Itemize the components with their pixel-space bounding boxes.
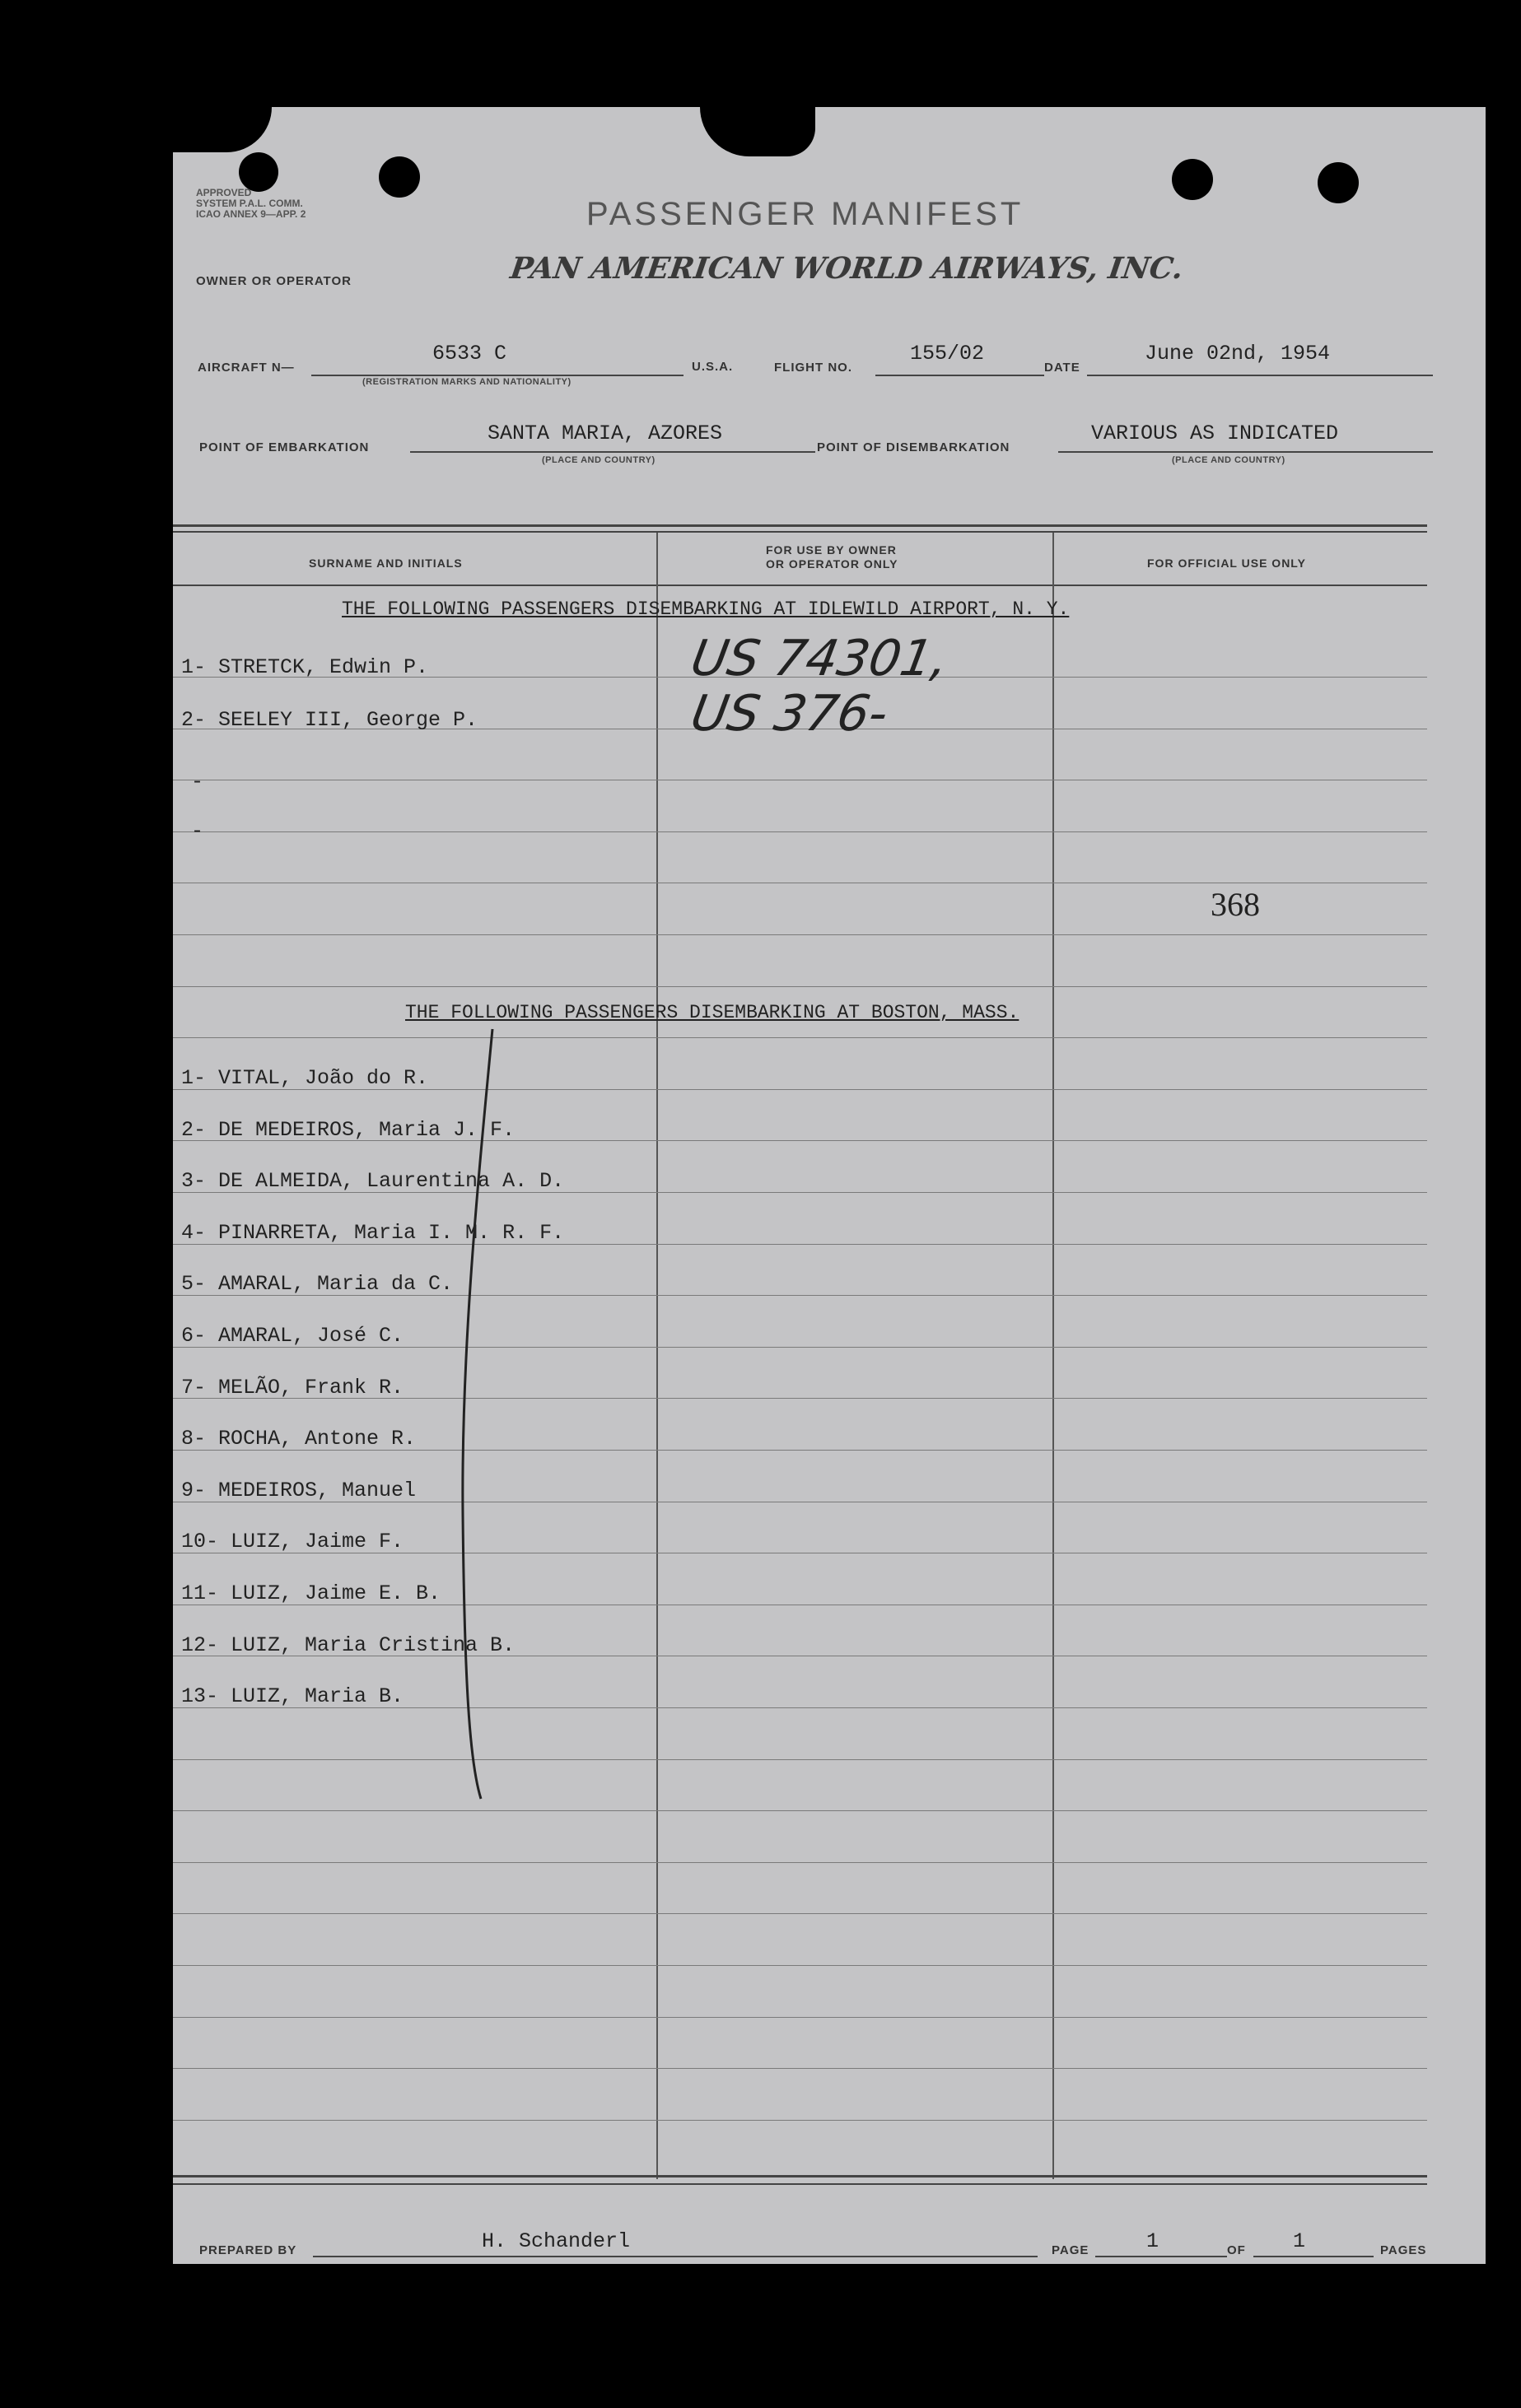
page-underline bbox=[1095, 2256, 1227, 2257]
of-value: 1 bbox=[1293, 2229, 1306, 2253]
punch-hole-4 bbox=[1318, 162, 1359, 203]
boston-passenger: 5- AMARAL, Maria da C. bbox=[181, 1272, 454, 1296]
section-heading-boston: THE FOLLOWING PASSENGERS DISEMBARKING AT BOSTON, MASS. bbox=[405, 1002, 1019, 1023]
disembark-value: VARIOUS AS INDICATED bbox=[1091, 422, 1339, 445]
col-owner-1: FOR USE BY OWNER bbox=[766, 543, 897, 557]
boston-passenger: 7- MELÃO, Frank R. bbox=[181, 1376, 404, 1400]
ruled-line bbox=[173, 2017, 1427, 2018]
owner-label: OWNER OR OPERATOR bbox=[196, 274, 352, 288]
table-top-rule bbox=[173, 524, 1427, 527]
aircraft-label: AIRCRAFT N— bbox=[198, 361, 295, 375]
punch-hole-1 bbox=[239, 152, 278, 192]
ruled-line bbox=[173, 1037, 1427, 1038]
ruled-line bbox=[173, 986, 1427, 987]
date-value: June 02nd, 1954 bbox=[1145, 342, 1331, 366]
section-heading-ny: THE FOLLOWING PASSENGERS DISEMBARKING AT IDLEWILD AIRPORT, N. Y. bbox=[342, 599, 1070, 620]
footer-top-rule bbox=[173, 2175, 1427, 2177]
page-value: 1 bbox=[1146, 2229, 1159, 2253]
boston-passenger: 4- PINARRETA, Maria I. M. R. F. bbox=[181, 1221, 565, 1245]
ruled-line bbox=[173, 2120, 1427, 2121]
boston-passenger: 6- AMARAL, José C. bbox=[181, 1324, 404, 1348]
boston-passenger: 9- MEDEIROS, Manuel bbox=[181, 1479, 417, 1502]
boston-passenger: 10- LUIZ, Jaime F. bbox=[181, 1530, 404, 1553]
ruled-line bbox=[173, 934, 1427, 935]
ny-passenger-2: 2- SEELEY III, George P. bbox=[181, 708, 478, 732]
boston-passenger: 12- LUIZ, Maria Cristina B. bbox=[181, 1633, 516, 1657]
prepared-label: PREPARED BY bbox=[199, 2243, 297, 2257]
pages-label: PAGES bbox=[1380, 2243, 1427, 2257]
disembark-underline bbox=[1058, 451, 1433, 453]
official-number: 368 bbox=[1211, 886, 1260, 923]
usa-label: U.S.A. bbox=[692, 360, 734, 374]
col-surname: SURNAME AND INITIALS bbox=[309, 557, 463, 570]
ny-mark-1: - bbox=[191, 770, 204, 794]
ny-passenger-1: 1- STRETCK, Edwin P. bbox=[181, 655, 429, 679]
aircraft-underline bbox=[311, 375, 684, 376]
of-label: OF bbox=[1227, 2243, 1246, 2257]
flight-value: 155/02 bbox=[910, 342, 985, 366]
embark-value: SANTA MARIA, AZORES bbox=[488, 422, 723, 445]
flight-label: FLIGHT NO. bbox=[774, 361, 852, 375]
aircraft-value: 6533 C bbox=[432, 342, 507, 366]
page-label: PAGE bbox=[1052, 2243, 1089, 2257]
page-title: PASSENGER MANIFEST bbox=[586, 196, 1024, 232]
punch-hole-2 bbox=[379, 156, 420, 198]
ny-note-1: US 74301, bbox=[686, 630, 954, 687]
col-official: FOR OFFICIAL USE ONLY bbox=[1147, 557, 1306, 570]
prepared-underline bbox=[313, 2256, 1038, 2257]
of-underline bbox=[1253, 2256, 1374, 2257]
embark-underline bbox=[410, 451, 815, 453]
boston-passenger: 3- DE ALMEIDA, Laurentina A. D. bbox=[181, 1169, 565, 1193]
date-label: DATE bbox=[1044, 361, 1080, 375]
handwritten-stroke bbox=[453, 1021, 502, 1819]
ruled-line bbox=[173, 1759, 1427, 1760]
col-owner-2: OR OPERATOR ONLY bbox=[766, 557, 898, 571]
disembark-label: POINT OF DISEMBARKATION bbox=[817, 440, 1010, 454]
footer-top-rule-2 bbox=[173, 2183, 1427, 2185]
approval-stamp: APPROVED SYSTEM P.A.L. COMM. ICAO ANNEX 9—APP. 2 bbox=[196, 187, 306, 220]
embark-label: POINT OF EMBARKATION bbox=[199, 440, 370, 454]
aircraft-sublabel: (REGISTRATION MARKS AND NATIONALITY) bbox=[362, 377, 572, 387]
ruled-line bbox=[173, 1862, 1427, 1863]
ruled-line bbox=[173, 1965, 1427, 1966]
ny-mark-2: - bbox=[191, 819, 204, 843]
prepared-value: H. Schanderl bbox=[482, 2229, 631, 2253]
ny-note-2: US 376- bbox=[686, 685, 893, 743]
header-bottom-rule bbox=[173, 585, 1427, 586]
disembark-sublabel: (PLACE AND COUNTRY) bbox=[1172, 455, 1285, 465]
flight-underline bbox=[875, 375, 1044, 376]
ruled-line bbox=[173, 831, 1427, 832]
embark-sublabel: (PLACE AND COUNTRY) bbox=[542, 455, 656, 465]
boston-passenger: 2- DE MEDEIROS, Maria J. F. bbox=[181, 1118, 516, 1142]
boston-passenger: 8- ROCHA, Antone R. bbox=[181, 1427, 417, 1451]
boston-passenger: 11- LUIZ, Jaime E. B. bbox=[181, 1581, 441, 1605]
date-underline bbox=[1087, 375, 1433, 376]
ruled-line bbox=[173, 1810, 1427, 1811]
ruled-line bbox=[173, 2068, 1427, 2069]
ruled-line bbox=[173, 1913, 1427, 1914]
airline-name: PAN AMERICAN WORLD AIRWAYS, INC. bbox=[508, 251, 1186, 286]
punch-hole-3 bbox=[1172, 159, 1213, 200]
table-top-rule-2 bbox=[173, 531, 1427, 533]
boston-passenger: 13- LUIZ, Maria B. bbox=[181, 1684, 404, 1708]
boston-passenger: 1- VITAL, João do R. bbox=[181, 1066, 429, 1090]
